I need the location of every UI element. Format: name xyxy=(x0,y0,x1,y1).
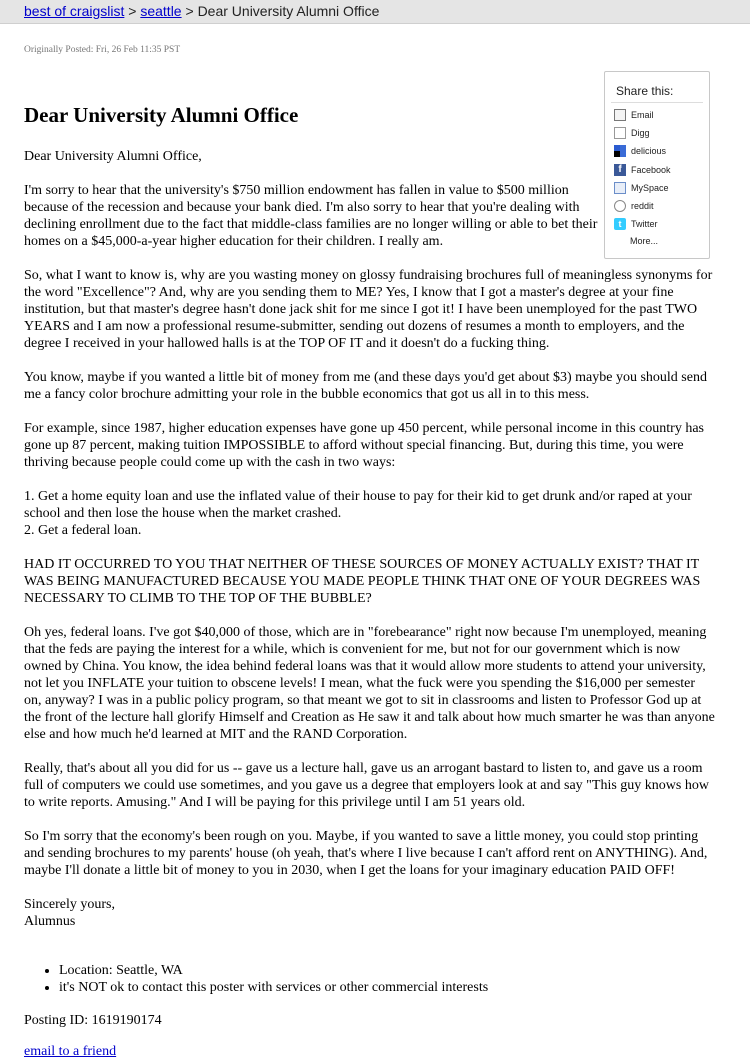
breadcrumb xyxy=(0,0,750,24)
facebook-icon: f xyxy=(614,164,626,176)
breadcrumb-current: Dear University Alumni Office xyxy=(197,3,380,19)
share-digg[interactable] xyxy=(605,124,709,142)
share-facebook-label: Facebook xyxy=(631,164,671,175)
share-twitter-label: Twitter xyxy=(631,219,658,230)
share-more-link[interactable]: More... xyxy=(630,236,659,247)
posting-details xyxy=(24,962,488,996)
contact-notice: • it's NOT ok to contact this poster with services or other commercial interests xyxy=(59,979,488,996)
twitter-icon: t xyxy=(614,218,626,230)
email-to-friend-link[interactable]: email to a friend xyxy=(24,1044,117,1059)
share-email-label: Email xyxy=(631,110,654,121)
body-paragraph: So I'm sorry that the economy's been rough on you. Maybe, if you wanted to save a little money, you could stop printing and sending brochures to my parents' house (oh yeah, that's where I live because I can't afford rent on ANYTHING). And, maybe I'll donate a little bit of money to you in 2030, when I get the loans for your imaginary education PAID OFF! xyxy=(24,829,708,878)
breadcrumb-best-of-craigslist[interactable]: best of craigslist xyxy=(24,3,125,19)
body-paragraph: Oh yes, federal loans. I've got $40,000 of those, which are in "forebearance" right now because I'm unemployed, meaning that the feds are paying the interest for a while, which is convenient for me, but not for our government which is now owned by China. You know, the idea behind federal loans was that it would allow more students to attend your university, not let you INFLATE your tuition to obscene levels! I mean, what the fuck were you spending the $16,000 per semester on, anyway? I was in a public policy program, so that meant we got to sit in classrooms and listen to Professor God up at the front of the lecture hall glorify Himself and Creation as He saw it and talk about how much smarter he was than anyone else and how much he'd learned at MIT and the RAND Corporation. xyxy=(24,625,715,742)
email-icon xyxy=(614,109,626,121)
signature: Alumnus xyxy=(24,914,76,929)
share-reddit-label: reddit xyxy=(631,201,654,212)
body-paragraph: I'm sorry to hear that the university's $750 million endowment has fallen in value to $500 million because of the recession and because your bank died. I'm also sorry to hear that you're dealing with declining enrollment due to the fact that middle-class families are no longer willing or able to bet their homes on a $45,000-a-year higher education for their children. I really am. xyxy=(24,183,598,249)
breadcrumb-separator: > xyxy=(124,3,141,19)
body-paragraph: HAD IT OCCURRED TO YOU THAT NEITHER OF THESE SOURCES OF MONEY ACTUALLY EXIST? THAT IT WAS BEING MANUFACTURED BECAUSE YOU MADE PEOPLE THINK THAT ONE OF YOUR DEGREES WAS NECESSARY TO CLIMB TO THE TOP OF THE BUBBLE? xyxy=(24,557,701,606)
body-list-item: 2. Get a federal loan. xyxy=(24,523,142,538)
body-paragraph: Really, that's about all you did for us -- gave us a lecture hall, gave us an arrogant bastard to listen to, and gave us a room full of computers we could use sometimes, and you gave us a degree that employers look at and say "This guy knows how to write reports. Amusing." And I will be paying for this privilege until I am 51 years old. xyxy=(24,761,709,810)
share-title: Share this: xyxy=(616,84,674,98)
share-email[interactable] xyxy=(605,106,709,124)
share-divider xyxy=(611,102,703,103)
posting-body xyxy=(24,148,716,930)
body-paragraph: For example, since 1987, higher education expenses have gone up 450 percent, while personal income in this country has gone up 87 percent, making tuition IMPOSSIBLE to afford without special financing. But, during this time, you were thriving because people could come up with the cash in two ways: xyxy=(24,421,704,470)
breadcrumb-seattle[interactable]: seattle xyxy=(140,3,182,19)
greeting: Dear University Alumni Office, xyxy=(24,149,202,164)
body-list-item: 1. Get a home equity loan and use the inflated value of their house to pay for their kid to get drunk and/or raped at your school and then lose the house when the market crashed. xyxy=(24,489,692,521)
location: • Location: Seattle, WA xyxy=(59,962,488,979)
posted-date: Originally Posted: Fri, 26 Feb 11:35 PST xyxy=(24,45,181,55)
body-paragraph: You know, maybe if you wanted a little bit of money from me (and these days you'd get about $3) maybe you should send me a fancy color brochure admitting your role in the bubble economics that got us all in to this mess. xyxy=(24,370,707,402)
share-digg-label: Digg xyxy=(631,128,650,139)
breadcrumb-separator: > xyxy=(181,3,198,19)
body-paragraph: So, what I want to know is, why are you wasting money on glossy fundraising brochures full of meaningless synonyms for the word "Excellence"? And, why are you sending them to ME? Yes, I know that I got a master's degree at your fine institution, but that master's degree hasn't done jack shit for me since I got it! I have been unemployed for the past TWO YEARS and I am now a professional resume-submitter, sending out dozens of resumes a month to employers, and the degree I received in your hallowed halls is at the TOP OF IT and it doesn't do a fucking thing. xyxy=(24,268,713,351)
share-delicious-label: delicious xyxy=(631,146,667,157)
signoff: Sincerely yours, xyxy=(24,897,115,912)
page-title: Dear University Alumni Office xyxy=(24,103,299,127)
posting-id: Posting ID: 1619190174 xyxy=(24,1013,162,1028)
share-myspace-label: MySpace xyxy=(631,182,669,193)
digg-icon xyxy=(614,127,626,139)
